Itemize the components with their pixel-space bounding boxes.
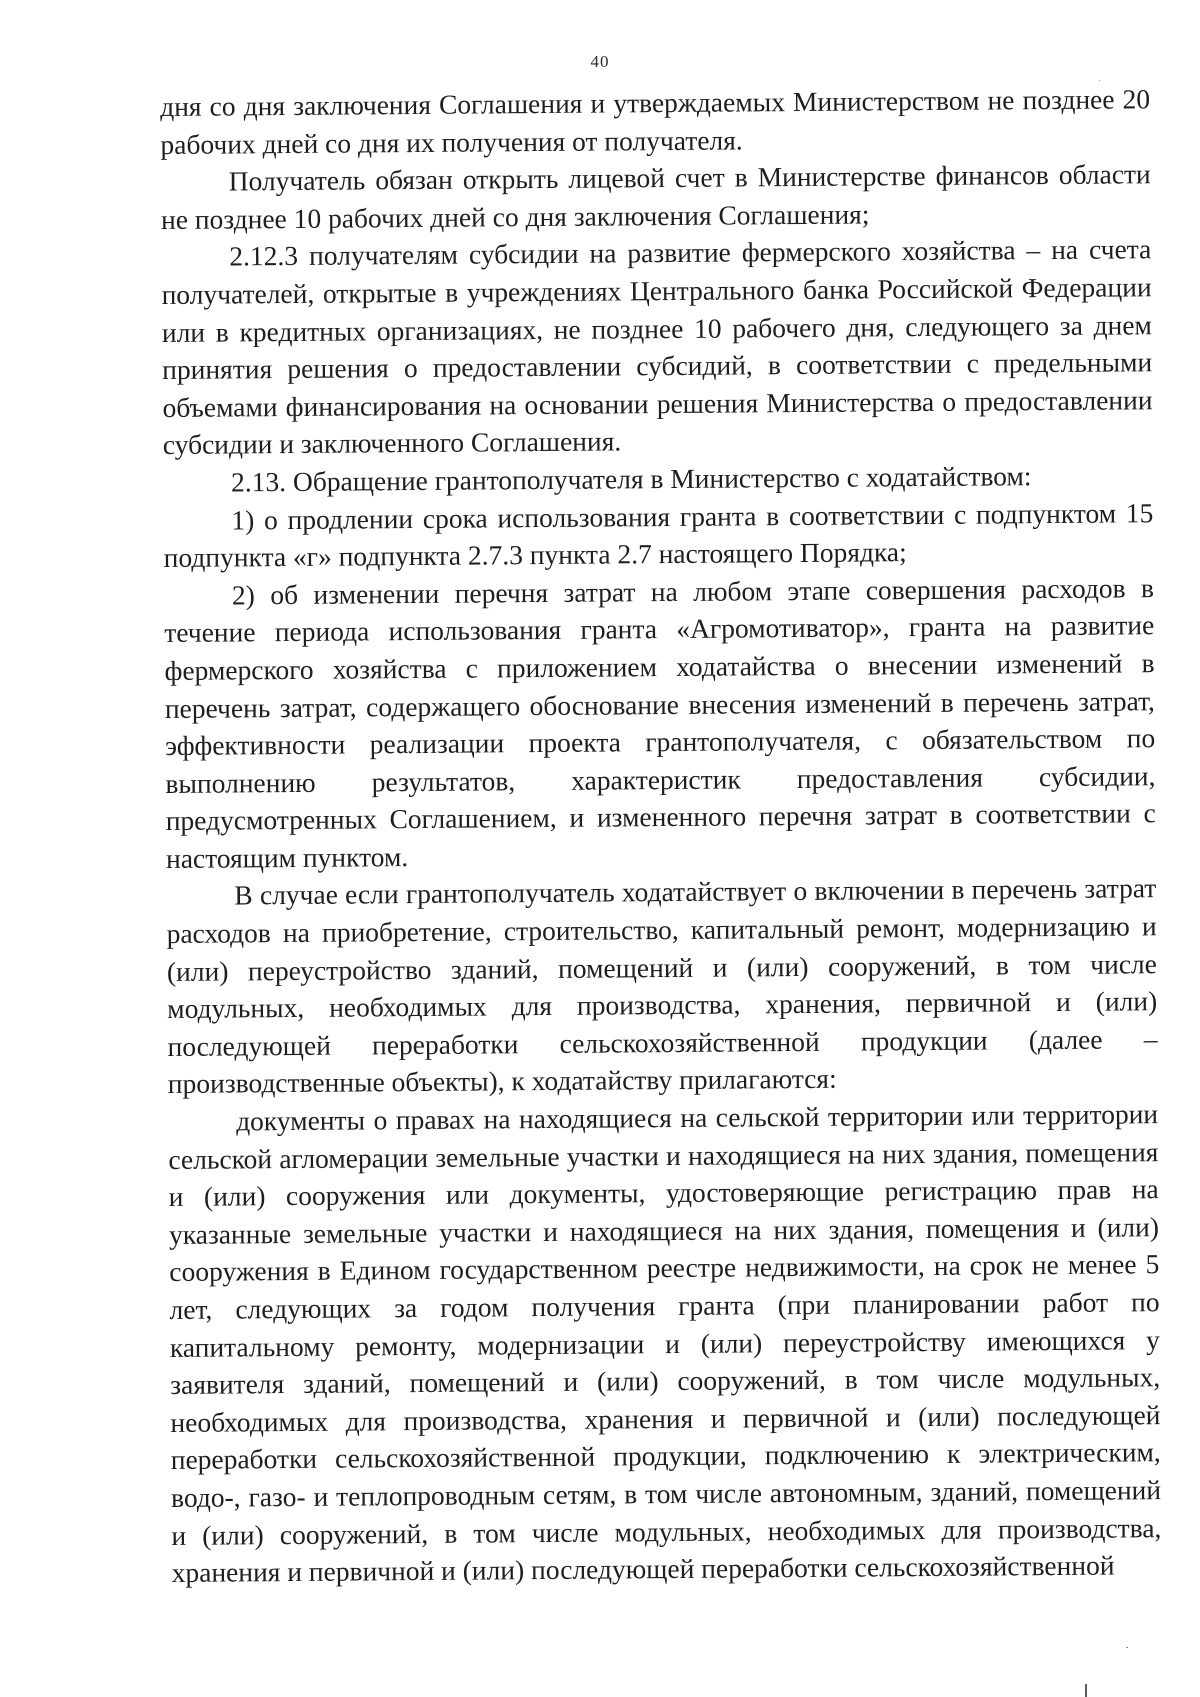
scan-speck [1126, 1647, 1128, 1648]
scan-speck [1099, 80, 1100, 81]
paragraph-2-12-3: 2.12.3 получателям субсидии на развитие фермерского хозяйства – на счета получателей, открытые в учреждениях Центрального банка Российской Федерации или в кредитных организациях, не позднее 10 рабочего дня, следующего за днем принятия решения о предоставлении субсидий, в соответствии с предельными объемами финансирования на основании решения Министерства о предоставлении субсидии и заключенного Соглашения. [161, 233, 1153, 461]
paragraph-production-objects: В случае если грантополучатель ходатайствует о включении в перечень затрат расходов на приобретение, строительство, капитальный ремонт, модернизацию и (или) переустройство зданий, помещений и (или) сооружений, в том числе модульных, необходимых для производства, хранения, первичной и (или) последующей переработки сельскохозяйственной продукции (далее – производственные объекты), к ходатайству прилагаются: [166, 872, 1158, 1100]
paragraph-item-1: 1) о продлении срока использования гранта в соответствии с подпунктом 15 подпункта «г» подпункта 2.7.3 пункта 2.7 настоящего Порядка; [163, 496, 1154, 574]
paragraph-account-opening: Получатель обязан открыть лицевой счет в Министерстве финансов области не позднее 10 рабочих дней со дня заключения Соглашения; [160, 158, 1151, 235]
paragraph-item-2: 2) об изменении перечня затрат на любом этапе совершения расходов в течение периода использования гранта «Агромотиватор», гранта на развитие фермерского хозяйства с приложением ходатайства о внесении изменений в перечень затрат, содержащего обоснование внесения изменений в перечень затрат, эффективности реализации проекта грантополучателя, с обязательством по выполнению результатов, характеристик предоставления субсидии, предусмотренных Соглашением, и измененного перечня затрат в соответствии с настоящим пунктом. [164, 571, 1156, 874]
paragraph-documents: документы о правах на находящиеся на сельской территории или территории сельской агломерации земельные участки и находящиеся на них здания, помещения и (или) сооружения или документы, удостоверяющие регистрацию прав на указанные земельные участки и находящиеся на них здания, помещения и (или) сооружения в Едином государственном реестре недвижимости, на срок не менее 5 лет, следующих за годом получения гранта (при планировании работ по капитальному ремонту, модернизации и (или) переустройству имеющихся у заявителя зданий, помещений и (или) сооружений, в том числе модульных, необходимых для производства, хранения и первичной и (или) последующей переработки сельскохозяйственной продукции, подключению к электрическим, водо-, газо- и теплопроводным сетям, в том числе автономным, зданий, помещений и (или) сооружений, в том числе модульных, необходимых для производства, хранения и первичной и (или) последующей переработки сельскохозяйственной [168, 1098, 1162, 1589]
paragraph-2-13: 2.13. Обращение грантополучателя в Министерство с ходатайством: [230, 460, 1032, 498]
page-number: 40 [590, 52, 610, 71]
document-body [160, 80, 1162, 1591]
scan-edge-mark [1085, 1684, 1087, 1697]
paragraph-continuation: дня со дня заключения Соглашения и утверждаемых Министерством не позднее 20 рабочих дней со дня их получения от получателя. [160, 83, 1151, 160]
